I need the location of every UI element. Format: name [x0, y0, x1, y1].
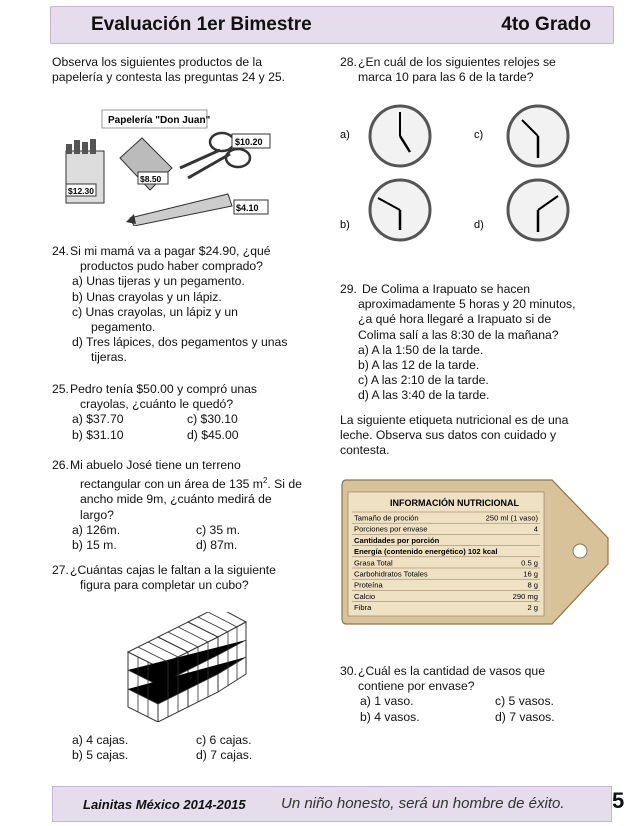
q29-option-a: a) A la 1:50 de la tarde. [358, 342, 484, 357]
q30-number: 30. [340, 664, 357, 678]
q26-line-4: largo? [80, 507, 114, 522]
label-intro [340, 413, 610, 459]
question-29 [340, 282, 610, 404]
clock-d-icon [508, 180, 568, 240]
nutrition-row-value: 16 g [523, 569, 538, 579]
q30-option-a: a) 1 vaso. [360, 694, 414, 709]
q25-option-a: a) $37.70 [72, 412, 124, 427]
q29-option-c: c) A las 2:10 de la tarde. [358, 373, 489, 388]
q26-superscript: 2 [262, 476, 268, 486]
clocks-figure [338, 100, 608, 245]
question-26 [52, 458, 314, 553]
q27-options [72, 733, 292, 763]
q26-line-2: rectangular con un área de 135 m [80, 477, 263, 492]
nutrition-row-value: 2 g [527, 603, 538, 613]
nutrition-row-label: Cantidades por porción [354, 535, 440, 545]
page-number: 5 [612, 788, 625, 813]
cube-figure [118, 612, 248, 722]
q24-option-d-cont: tijeras. [91, 350, 127, 365]
q24-line-1: Si mi mamá va a pagar $24.90, ¿qué [70, 244, 271, 258]
q28-number: 28. [340, 55, 357, 69]
q30-line-1: ¿Cuál es la cantidad de vasos que [358, 664, 545, 678]
q29-number: 29. [340, 282, 357, 296]
q30-option-c: c) 5 vasos. [495, 694, 554, 709]
q24-option-a: a) Unas tijeras y un pegamento. [72, 274, 245, 289]
footer-school: Lainitas México 2014-2015 [83, 797, 246, 812]
q25-line-2: crayolas, ¿cuánto le quedó? [80, 397, 234, 412]
label-intro-line-2: leche. Observa sus datos con cuidado y [340, 428, 557, 443]
nutrition-row-label: Porciones por envase [354, 524, 428, 534]
q27-option-a: a) 4 cajas. [72, 733, 129, 747]
q26-option-d: d) 87m. [196, 538, 238, 553]
label-intro-line-1: La siguiente etiqueta nutricional es de una [340, 413, 569, 427]
question-27 [52, 563, 314, 593]
clock-a-icon [370, 106, 430, 166]
q26-line-1: Mi abuelo José tiene un terreno [70, 458, 241, 472]
q29-line-3: ¿a qué hora llegaré a Irapuato si de [358, 312, 552, 327]
nutrition-row-value: 250 ml (1 vaso) [485, 513, 538, 523]
nutrition-row-value: 8 g [527, 580, 538, 590]
q26-option-a: a) 126m. [72, 522, 121, 537]
exam-title: Evaluación 1er Bimestre [91, 14, 312, 35]
q29-line-2: aproximadamente 5 horas y 20 minutos, [358, 297, 576, 312]
grade-label: 4to Grado [501, 14, 591, 35]
q27-line-1: ¿Cuántas cajas le faltan a la siguiente [70, 563, 276, 577]
q29-option-d: d) A las 3:40 de la tarde. [358, 388, 490, 403]
q24-option-c-cont: pegamento. [91, 320, 156, 335]
header-band [50, 6, 614, 44]
nutrition-row-label: Fibra [354, 603, 372, 613]
q25-line-1: Pedro tenía $50.00 y compró unas [70, 382, 257, 396]
q24-option-b: b) Unas crayolas y un lápiz. [72, 289, 222, 304]
nutrition-row-label: Calcio [354, 591, 376, 601]
intro-line-1: Observa los siguientes productos de la [52, 55, 263, 69]
q30-line-2: contiene por envase? [358, 679, 475, 694]
nutrition-row-label: Grasa Total [354, 558, 393, 568]
price-crayons: $12.30 [68, 186, 94, 196]
clock-label-b: b) [340, 219, 350, 231]
q25-number: 25. [52, 382, 69, 396]
q29-option-b: b) A las 12 de la tarde. [358, 358, 480, 373]
intro-text [52, 55, 285, 85]
q30-option-b: b) 4 vasos. [360, 709, 420, 724]
price-scissors: $10.20 [235, 137, 263, 147]
q27-option-c: c) 6 cajas. [196, 733, 252, 747]
q26-line-2-end: . Si de [267, 477, 302, 492]
q26-option-b: b) 15 m. [72, 538, 117, 553]
clock-label-c: c) [474, 129, 484, 141]
clock-label-a: a) [340, 129, 350, 141]
q25-option-c: c) $30.10 [187, 412, 238, 427]
footer-band [52, 786, 612, 822]
question-28 [340, 55, 610, 85]
label-intro-line-3: contesta. [340, 443, 390, 458]
q24-option-d: d) Tres lápices, dos pegamentos y unas [72, 335, 288, 350]
q28-line-2: marca 10 para las 6 de la tarde? [358, 70, 534, 85]
question-30 [340, 664, 610, 725]
q28-line-1: ¿En cuál de los siguientes relojes se [358, 55, 556, 69]
q25-option-b: b) $31.10 [72, 427, 124, 442]
q29-line-1: De Colima a Irapuato se hacen [362, 282, 531, 296]
q27-option-d: d) 7 cajas. [196, 748, 253, 763]
q25-option-d: d) $45.00 [187, 427, 239, 442]
store-sign: Papelería "Don Juan" [108, 115, 211, 126]
nutrition-row-value: 0.5 g [521, 558, 538, 568]
q27-line-2: figura para completar un cubo? [80, 578, 249, 593]
q26-option-c: c) 35 m. [196, 522, 241, 537]
nutrition-row-label: Energía (contenido energético) 102 kcal [354, 547, 498, 557]
q29-line-4: Colima salí a las 8:30 de la mañana? [358, 327, 559, 342]
nutrition-row-label: Carbohidratos Totales [354, 569, 428, 579]
clock-b-icon [370, 180, 430, 240]
question-24 [52, 244, 314, 366]
price-pencil: $4.10 [236, 203, 259, 213]
q27-option-b: b) 5 cajas. [72, 748, 129, 763]
q24-line-2: productos pudo haber comprado? [80, 259, 263, 274]
clock-c-icon [508, 106, 568, 166]
q26-number: 26. [52, 458, 69, 472]
question-25 [52, 382, 314, 443]
intro-line-2: papelería y contesta las preguntas 24 y 25. [52, 70, 286, 85]
q26-line-3: ancho mide 9m, ¿cuánto medirá de [80, 492, 272, 507]
price-glue: $8.50 [140, 174, 162, 184]
q30-option-d: d) 7 vasos. [495, 709, 555, 724]
nutrition-row-label: Proteína [354, 580, 383, 590]
footer-motto: Un niño honesto, será un hombre de éxito. [281, 795, 565, 812]
nutrition-label [340, 478, 612, 628]
nutrition-row-value: 4 [533, 524, 538, 534]
q27-number: 27. [52, 563, 69, 577]
q24-number: 24. [52, 244, 69, 258]
nutrition-row-value: 290 mg [512, 591, 538, 601]
stationery-illustration [60, 106, 275, 226]
nutrition-title: INFORMACIÓN NUTRICIONAL [390, 498, 519, 508]
q24-option-c: c) Unas crayolas, un lápiz y un [72, 304, 238, 319]
clock-label-d: d) [474, 219, 484, 231]
nutrition-row-label: Tamaño de proción [354, 513, 419, 523]
